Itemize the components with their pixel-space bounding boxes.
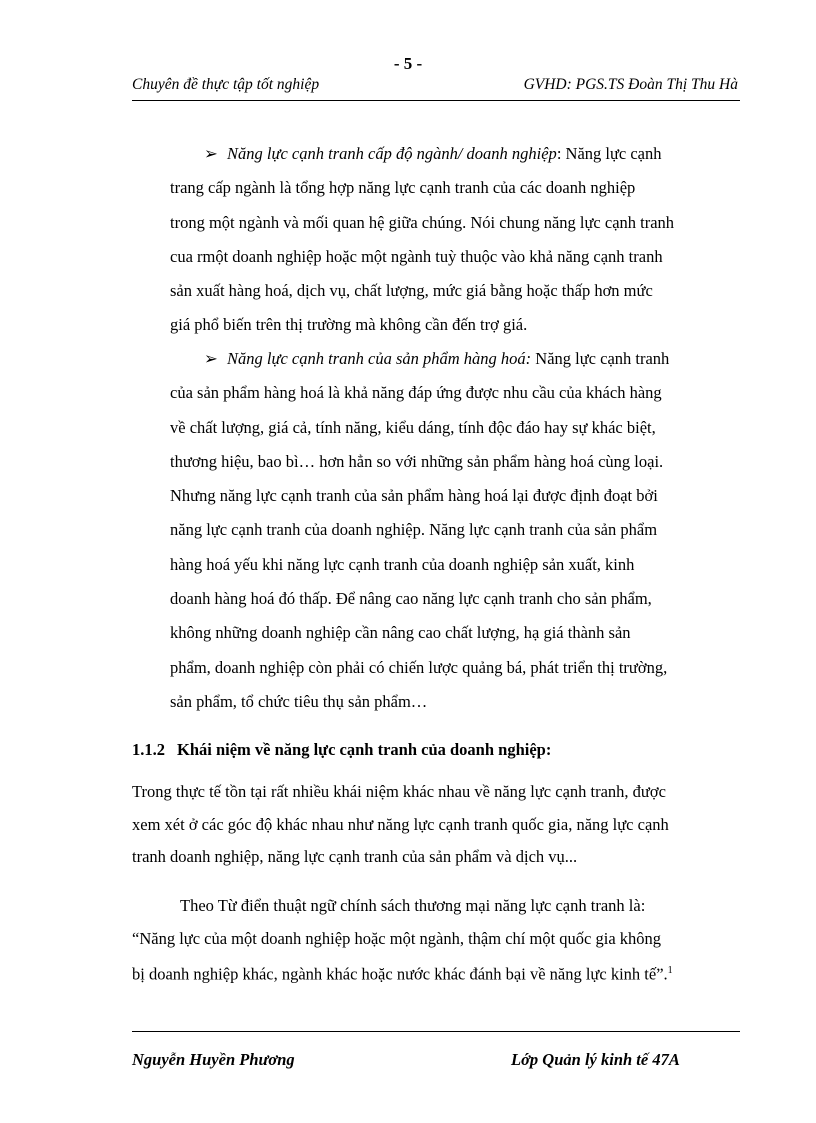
- text-line: phẩm, doanh nghiệp còn phải có chiến lược quảng bá, phát triển thị trường,: [170, 657, 668, 677]
- header-right: GVHD: PGS.TS Đoàn Thị Thu Hà: [523, 76, 738, 93]
- term-product: Năng lực cạnh tranh của sản phẩm hàng hoá:: [227, 349, 532, 368]
- page-number: - 5 -: [393, 54, 423, 73]
- paragraph-product-competitiveness: [170, 342, 740, 719]
- paragraph-concepts: [132, 776, 740, 874]
- text-line: trang cấp ngành là tổng hợp năng lực cạnh tranh của các doanh nghiệp: [170, 178, 636, 198]
- text-line: năng lực cạnh tranh của doanh nghiệp. Năng lực cạnh tranh của sản phẩm: [170, 520, 658, 540]
- text-line: sản phẩm, tổ chức tiêu thụ sản phẩm…: [170, 691, 428, 711]
- section-heading: [132, 740, 551, 760]
- term-industry: Năng lực cạnh tranh cấp độ ngành/ doanh nghiệp: [227, 144, 557, 163]
- page-header: [132, 76, 740, 101]
- text-line: doanh hàng hoá đó thấp. Để nâng cao năng lực cạnh tranh cho sản phẩm,: [170, 589, 652, 609]
- text-line: giá phổ biến trên thị trường mà không cần đến trợ giá.: [170, 315, 528, 335]
- footnote-mark[interactable]: 1: [667, 965, 673, 976]
- page-footer: [132, 1050, 740, 1074]
- text-line: Năng lực cạnh tranh: [531, 349, 670, 368]
- text-line: của sản phẩm hàng hoá là khả năng đáp ứng được nhu cầu của khách hàng: [170, 383, 662, 403]
- header-left: Chuyên đề thực tập tốt nghiệp: [132, 76, 320, 93]
- text-line: Trong thực tế tồn tại rất nhiều khái niệm khác nhau về năng lực cạnh tranh, được: [132, 782, 666, 801]
- paragraph-definition: [132, 890, 740, 991]
- footer-class: Lớp Quản lý kinh tế 47A: [511, 1050, 680, 1069]
- text-line: “Năng lực của một doanh nghiệp hoặc một ngành, thậm chí một quốc gia không: [132, 928, 662, 948]
- arrow-bullet-icon: ➢: [204, 144, 218, 163]
- arrow-bullet-icon: ➢: [204, 349, 218, 368]
- text-line: xem xét ở các góc độ khác nhau như năng lực cạnh tranh quốc gia, năng lực cạnh: [132, 814, 669, 834]
- text-line: trong một ngành và mối quan hệ giữa chúng. Nói chung năng lực cạnh tranh: [170, 212, 675, 232]
- text-line: tranh doanh nghiệp, năng lực cạnh tranh của sản phẩm và dịch vụ...: [132, 847, 578, 866]
- paragraph-industry-competitiveness: [170, 137, 740, 343]
- text-line: về chất lượng, giá cả, tính năng, kiểu dáng, tính độc đáo hay sự khác biệt,: [170, 417, 656, 437]
- text-line: cua rmột doanh nghiệp hoặc một ngành tuỳ thuộc vào khả năng cạnh tranh: [170, 246, 663, 266]
- section-title: Khái niệm về năng lực cạnh tranh của doanh nghiệp:: [177, 740, 552, 759]
- section-number: 1.1.2: [132, 740, 165, 759]
- text-line: Theo Từ điển thuật ngữ chính sách thương mại năng lực cạnh tranh là:: [180, 896, 646, 915]
- text-line: : Năng lực cạnh: [556, 144, 662, 163]
- text-line: bị doanh nghiệp khác, ngành khác hoặc nước khác đánh bại về năng lực kinh tế”.: [132, 964, 668, 984]
- text-line: hàng hoá yếu khi năng lực cạnh tranh của doanh nghiệp sản xuất, kinh: [170, 554, 635, 574]
- footer-author: Nguyễn Huyền Phương: [132, 1050, 295, 1069]
- text-line: sản xuất hàng hoá, dịch vụ, chất lượng, mức giá bằng hoặc thấp hơn mức: [170, 281, 653, 301]
- footer-divider: [132, 1031, 740, 1032]
- text-line: không những doanh nghiệp cần nâng cao chất lượng, hạ giá thành sản: [170, 623, 631, 643]
- text-line: Nhưng năng lực cạnh tranh của sản phẩm hàng hoá lại được định đoạt bởi: [170, 486, 658, 506]
- text-line: thương hiệu, bao bì… hơn hẳn so với những sản phẩm hàng hoá cùng loại.: [170, 451, 664, 471]
